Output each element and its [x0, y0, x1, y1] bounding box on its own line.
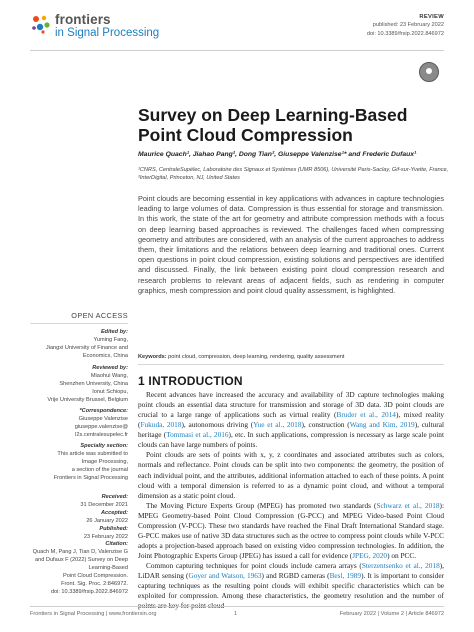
- edited-by-block: [30, 329, 128, 361]
- article-title: Survey on Deep Learning-Based Point Cloud Compression: [138, 105, 408, 146]
- footer-journal-site[interactable]: Frontiers in Signal Processing | www.frontiersin.org: [30, 611, 157, 617]
- edited-by-label: Edited by:: [100, 329, 128, 335]
- creative-commons-icon[interactable]: [419, 62, 439, 82]
- journal-logo-word: frontiers: [55, 12, 111, 27]
- keywords: [138, 354, 444, 360]
- header-divider: [30, 50, 444, 51]
- citation-value: Quach M, Pang J, Tian D, Valenzise G and Dufaux F (2022) Survey on Deep Learning-Based Point Cloud Compression. Front. Sig. Proc. 2:846972. doi: 10.3389/frsip.2022.846972: [32, 548, 128, 595]
- open-access-label: OPEN ACCESS: [71, 311, 128, 320]
- keywords-list: point cloud, compression, deep learning, rendering, quality assessment: [168, 354, 345, 360]
- frontiers-dots-icon: [30, 13, 52, 35]
- article-type: REVIEW: [419, 14, 444, 20]
- citation-block: [30, 541, 128, 597]
- footer-divider: [30, 606, 444, 607]
- citation-link[interactable]: Besl, 1989: [329, 571, 362, 581]
- correspondence-block: [30, 408, 128, 440]
- paragraph: The Moving Picture Experts Group (MPEG) has promoted two standards (Schwarz et al., 2018): MPEG Geometry-based Point Cloud Compression (G-PCC) and MPEG Video-based Point Cloud Compression (V-PCC). These two standards have reached the Final Draft International Standard stage. G-PCC makes use of native 3D data structures such as the octree to compress point clouds while V-PCC adopts a projection-based approach based on existing video compression technologies. In addition, the Joint Photographic Experts Group (JPEG) has issued a call for evidence (JPEG, 2020) on PCC.: [138, 500, 445, 560]
- received-date: 31 December 2021: [80, 501, 128, 508]
- abstract-divider: [138, 364, 444, 365]
- footer-issue: February 2022 | Volume 2 | Article 846972: [339, 611, 444, 617]
- affiliation-2: ²InterDigital, Princeton, NJ, United States: [138, 175, 240, 182]
- article-meta: [367, 13, 444, 38]
- citation-link[interactable]: Goyer and Watson, 1963: [188, 571, 262, 581]
- journal-name: in Signal Processing: [55, 27, 160, 39]
- accepted-label: Accepted:: [100, 509, 128, 516]
- section-heading-introduction: 1 INTRODUCTION: [138, 374, 243, 388]
- affiliation-1: ¹CNRS, CentraleSupélec, Laboratoire des Signaux et Systèmes (UMR 8506), Université Paris-Saclay, Gif-sur-Yvette, France,: [138, 167, 449, 173]
- abstract: Point clouds are becoming essential in key applications with advances in capture technologies leading to large volumes of data. Compression is thus essential for storage and transmission. In this work, the state of the art for geometry and attribute compression methods with a focus on deep learning based approaches is reviewed. The challenges faced when compressing geometry and attributes are considered, with an analysis of the current approaches to address them, their limitations and the relations between deep learning and traditional ones. Current open questions in point cloud compression, existing solutions and perspectives are identified and discussed. Finally, the link between existing point cloud compression research and research problems to relevant areas of adjacent fields, such as rendering in computer graphics, mesh compression and point cloud quality assessment, is highlighted.: [138, 194, 444, 295]
- citation-link[interactable]: Wang and Kim, 2019: [349, 420, 415, 430]
- paragraph: Common capturing techniques for point clouds include camera arrays (Sterzentsenko et al., 2018), LiDAR sensing (Goyer and Watson, 1963) and RGBD cameras (Besl, 1989). It is important to consider capturing techniques as the resulting point clouds will exhibit specific characteristics which can be exploited for compression. Among these characteristics, the geometry resolution and the number of: [138, 561, 444, 601]
- author-list: Maurice Quach¹, Jiahao Pang², Dong Tian², Giuseppe Valenzise¹* and Frederic Dufaux¹: [138, 151, 417, 158]
- affiliations: [138, 166, 449, 182]
- published-date: published: 23 February 2022: [372, 22, 444, 29]
- published-date-side: 23 February 2022: [83, 533, 128, 540]
- accepted-date: 26 January 2022: [86, 517, 128, 524]
- specialty-value: This article was submitted to Image Processing, a section of the journal Frontiers in Signal Processing: [53, 450, 128, 481]
- citation-link[interactable]: Sterzentsenko et al., 2018: [361, 561, 440, 571]
- doi-link[interactable]: doi: 10.3389/frsip.2022.846972: [366, 30, 444, 37]
- paragraph: Recent advances have increased the accuracy and availability of 3D capture technologies making point clouds an essential data structure for transmission and storage of 3D data. 3D point clouds are crucial to a large range of applications such as virtual reality (Bruder et al., 2014), mixed reality (Fukuda, 2018), autonomous driving (Yue et al., 2018), construction (Wang and Kim, 2019), cultural heritage (Tommasi et al., 2016), etc. In such applications, compression is necessary as large scale point clouds can have large numbers of points.: [138, 390, 445, 450]
- citation-link[interactable]: JPEG, 2020: [352, 551, 388, 560]
- reviewed-by-block: [30, 365, 128, 405]
- citation-label: Citation:: [105, 541, 128, 547]
- correspondence-label: *Correspondence:: [79, 408, 128, 414]
- correspondence-email[interactable]: Giuseppe Valenzise giuseppe.valenzise@ l2s.centralesupelec.fr: [74, 415, 128, 438]
- page-number: 1: [234, 611, 238, 617]
- reviewed-by-value: Miaohui Wang, Shenzhen University, China Ionut Schiopu, Vrije University Brussel, Belgium: [47, 372, 128, 403]
- specialty-label: Specialty section:: [80, 443, 128, 449]
- received-label: Received:: [101, 494, 128, 500]
- sidebar-divider: [30, 323, 128, 324]
- citation-link[interactable]: Bruder et al., 2014: [336, 410, 396, 420]
- dates-block: [30, 494, 128, 542]
- citation-link[interactable]: Yue et al., 2018: [253, 420, 302, 430]
- edited-by-value: Yuming Fang, Jiangxi University of Finance and Economics, China: [45, 336, 128, 359]
- published-label: Published:: [99, 525, 128, 532]
- reviewed-by-label: Reviewed by:: [92, 365, 128, 371]
- specialty-block: [30, 443, 128, 483]
- citation-link[interactable]: Schwarz et al., 2018: [376, 500, 440, 510]
- citation-link[interactable]: Fukuda, 2018: [140, 420, 182, 430]
- introduction-body: [138, 390, 444, 611]
- paragraph: Point clouds are sets of points with x, y, z coordinates and associated attributes such as colors, normals and reflectance. Point clouds can be split into two components: the geometry, the position of each individual point, and the attributes, additional information attached to each of these points. A point cloud with a temporal dimension is referred to as a dynamic point cloud, and without a temporal dimension as a static point cloud.: [138, 450, 444, 500]
- citation-link[interactable]: Tommasi et al., 2016: [166, 430, 229, 440]
- keywords-label: Keywords:: [138, 354, 167, 360]
